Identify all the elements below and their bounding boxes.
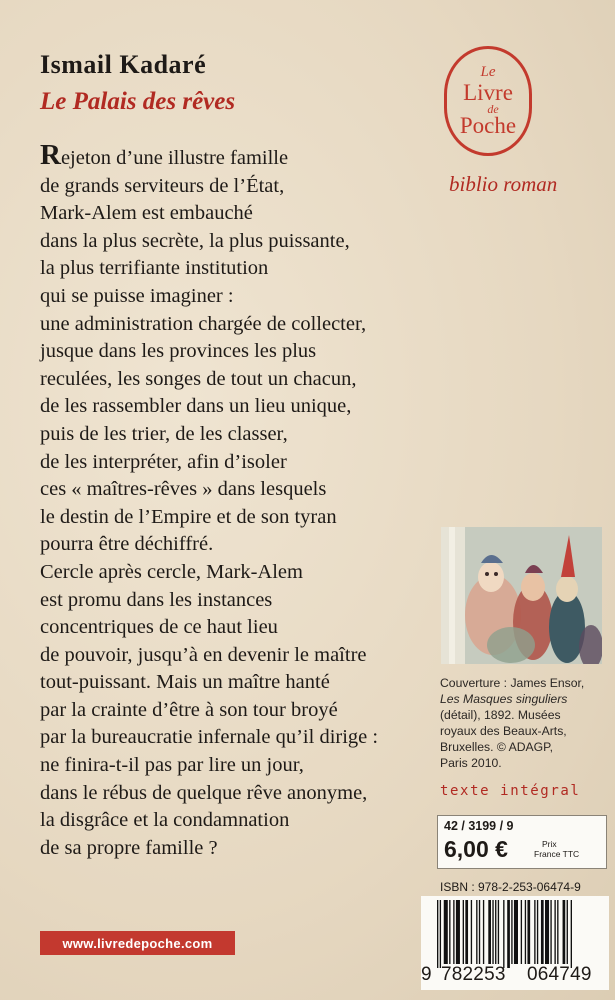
blurb-line: une administration chargée de collecter, [40, 312, 367, 335]
barcode-digit-group-1: 782253 [441, 964, 506, 985]
livre-de-poche-logo [444, 46, 532, 156]
barcode-bar [503, 900, 504, 968]
series-label: biblio roman [449, 172, 558, 196]
barcode-bar [567, 900, 568, 964]
cover-credit [440, 675, 610, 771]
price-label [534, 839, 579, 859]
barcode-digit-group-2: 064749 [527, 964, 592, 985]
blurb-line: par la crainte d’être à son tour broyé [40, 698, 338, 721]
credit-line: Paris 2010. [440, 756, 502, 770]
blurb-line: la disgrâce et la condamnation [40, 809, 290, 832]
credit-line: Bruxelles. © ADAGP, [440, 740, 554, 754]
blurb-line: puis de les trier, de les classer, [40, 422, 288, 445]
blurb-line-0: Rejeton d’une illustre famille [40, 139, 289, 171]
barcode-bar [440, 900, 441, 968]
barcode-bar [534, 900, 535, 964]
barcode-bar [521, 900, 522, 964]
barcode-bar [456, 900, 460, 964]
barcode-bar [463, 900, 464, 964]
reference-number: 42 / 3199 / 9 [444, 819, 514, 833]
barcode-bar [525, 900, 526, 964]
blurb-line: Mark-Alem est embauché [40, 202, 253, 225]
credit-line: Couverture : James Ensor, [440, 676, 585, 690]
price-label-france-ttc: France TTC [534, 849, 580, 859]
price-box [437, 815, 607, 869]
barcode-bar [498, 900, 499, 964]
logo-text-poche: Poche [459, 113, 517, 138]
barcode-bar [495, 900, 496, 964]
blurb-line: de sa propre famille ? [40, 836, 218, 859]
credit-line: royaux des Beaux-Arts, [440, 724, 567, 738]
barcode [421, 896, 609, 990]
barcode-bar [437, 900, 438, 968]
barcode-bar [449, 900, 450, 964]
barcode-bar [453, 900, 454, 964]
barcode-bars [421, 896, 609, 968]
blurb-line: jusque dans les provinces les plus [40, 340, 317, 363]
barcode-bar [571, 900, 572, 968]
blurb-line: de les rassembler dans un lieu unique, [40, 395, 352, 418]
blurb-line: par la bureaucratie infernale qu’il dirige : [40, 726, 379, 749]
logo-text-livre: Livre [463, 80, 513, 105]
barcode-digit-first: 9 [421, 964, 432, 985]
barcode-bar [527, 900, 530, 964]
blurb-line: pourra être déchiffré. [40, 533, 214, 556]
barcode-bar [545, 900, 549, 964]
barcode-bar [476, 900, 477, 964]
full-text-label: texte intégral [440, 783, 581, 799]
blurb-line: le destin de l’Empire et de son tyran [40, 505, 337, 528]
price-value: 6,00 € [444, 836, 508, 862]
blurb-line: de grands serviteurs de l’État, [40, 174, 285, 197]
cover-painting-image [441, 527, 602, 664]
blurb-text [40, 139, 420, 862]
barcode-bar [537, 900, 538, 964]
blurb-line: de les interpréter, afin d’isoler [40, 450, 287, 473]
logo-text-le: Le [480, 64, 496, 80]
blurb-line: dans le rébus de quelque rêve anonyme, [40, 781, 368, 804]
blurb-line: la plus terrifiante institution [40, 257, 269, 280]
blurb-line: Cercle après cercle, Mark-Alem [40, 560, 303, 583]
blurb-line: ne finira-t-il pas par lire un jour, [40, 754, 304, 777]
blurb-line: tout-puissant. Mais un maître hanté [40, 671, 330, 694]
barcode-bar [471, 900, 472, 964]
barcode-bar [444, 900, 448, 964]
isbn-text: ISBN : 978-2-253-06474-9 [440, 880, 581, 894]
barcode-bar [563, 900, 566, 964]
barcode-bar [483, 900, 484, 964]
credit-artwork-title: Les Masques singuliers [440, 692, 568, 706]
barcode-bar [479, 900, 480, 964]
logo-text-de: de [487, 102, 499, 116]
barcode-bar [492, 900, 493, 964]
blurb-line: dans la plus secrète, la plus puissante, [40, 229, 350, 252]
barcode-bar [541, 900, 544, 964]
credit-line: (détail), 1892. Musées [440, 708, 561, 722]
author-name: Ismail Kadaré [40, 50, 207, 79]
blurb-line: concentriques de ce haut lieu [40, 616, 278, 639]
barcode-bar [511, 900, 512, 964]
dropcap-letter: R [40, 139, 61, 171]
barcode-bar [488, 900, 491, 964]
blurb-line: de pouvoir, jusqu’à en devenir le maître [40, 643, 367, 666]
website-banner: www.livredepoche.com [40, 931, 235, 955]
barcode-bar [514, 900, 518, 964]
blurb-line: est promu dans les instances [40, 588, 273, 611]
blurb-line: qui se puisse imaginer : [40, 284, 234, 307]
barcode-bar [557, 900, 558, 964]
blurb-line: ces « maîtres-rêves » dans lesquels [40, 478, 327, 501]
barcode-bar [550, 900, 551, 964]
barcode-bar [507, 900, 510, 968]
blurb-line: reculées, les songes de tout un chacun, [40, 367, 357, 390]
barcode-bar [554, 900, 555, 964]
barcode-bar [465, 900, 468, 964]
book-title: Le Palais des rêves [40, 88, 236, 115]
price-label-prix: Prix [542, 839, 557, 849]
